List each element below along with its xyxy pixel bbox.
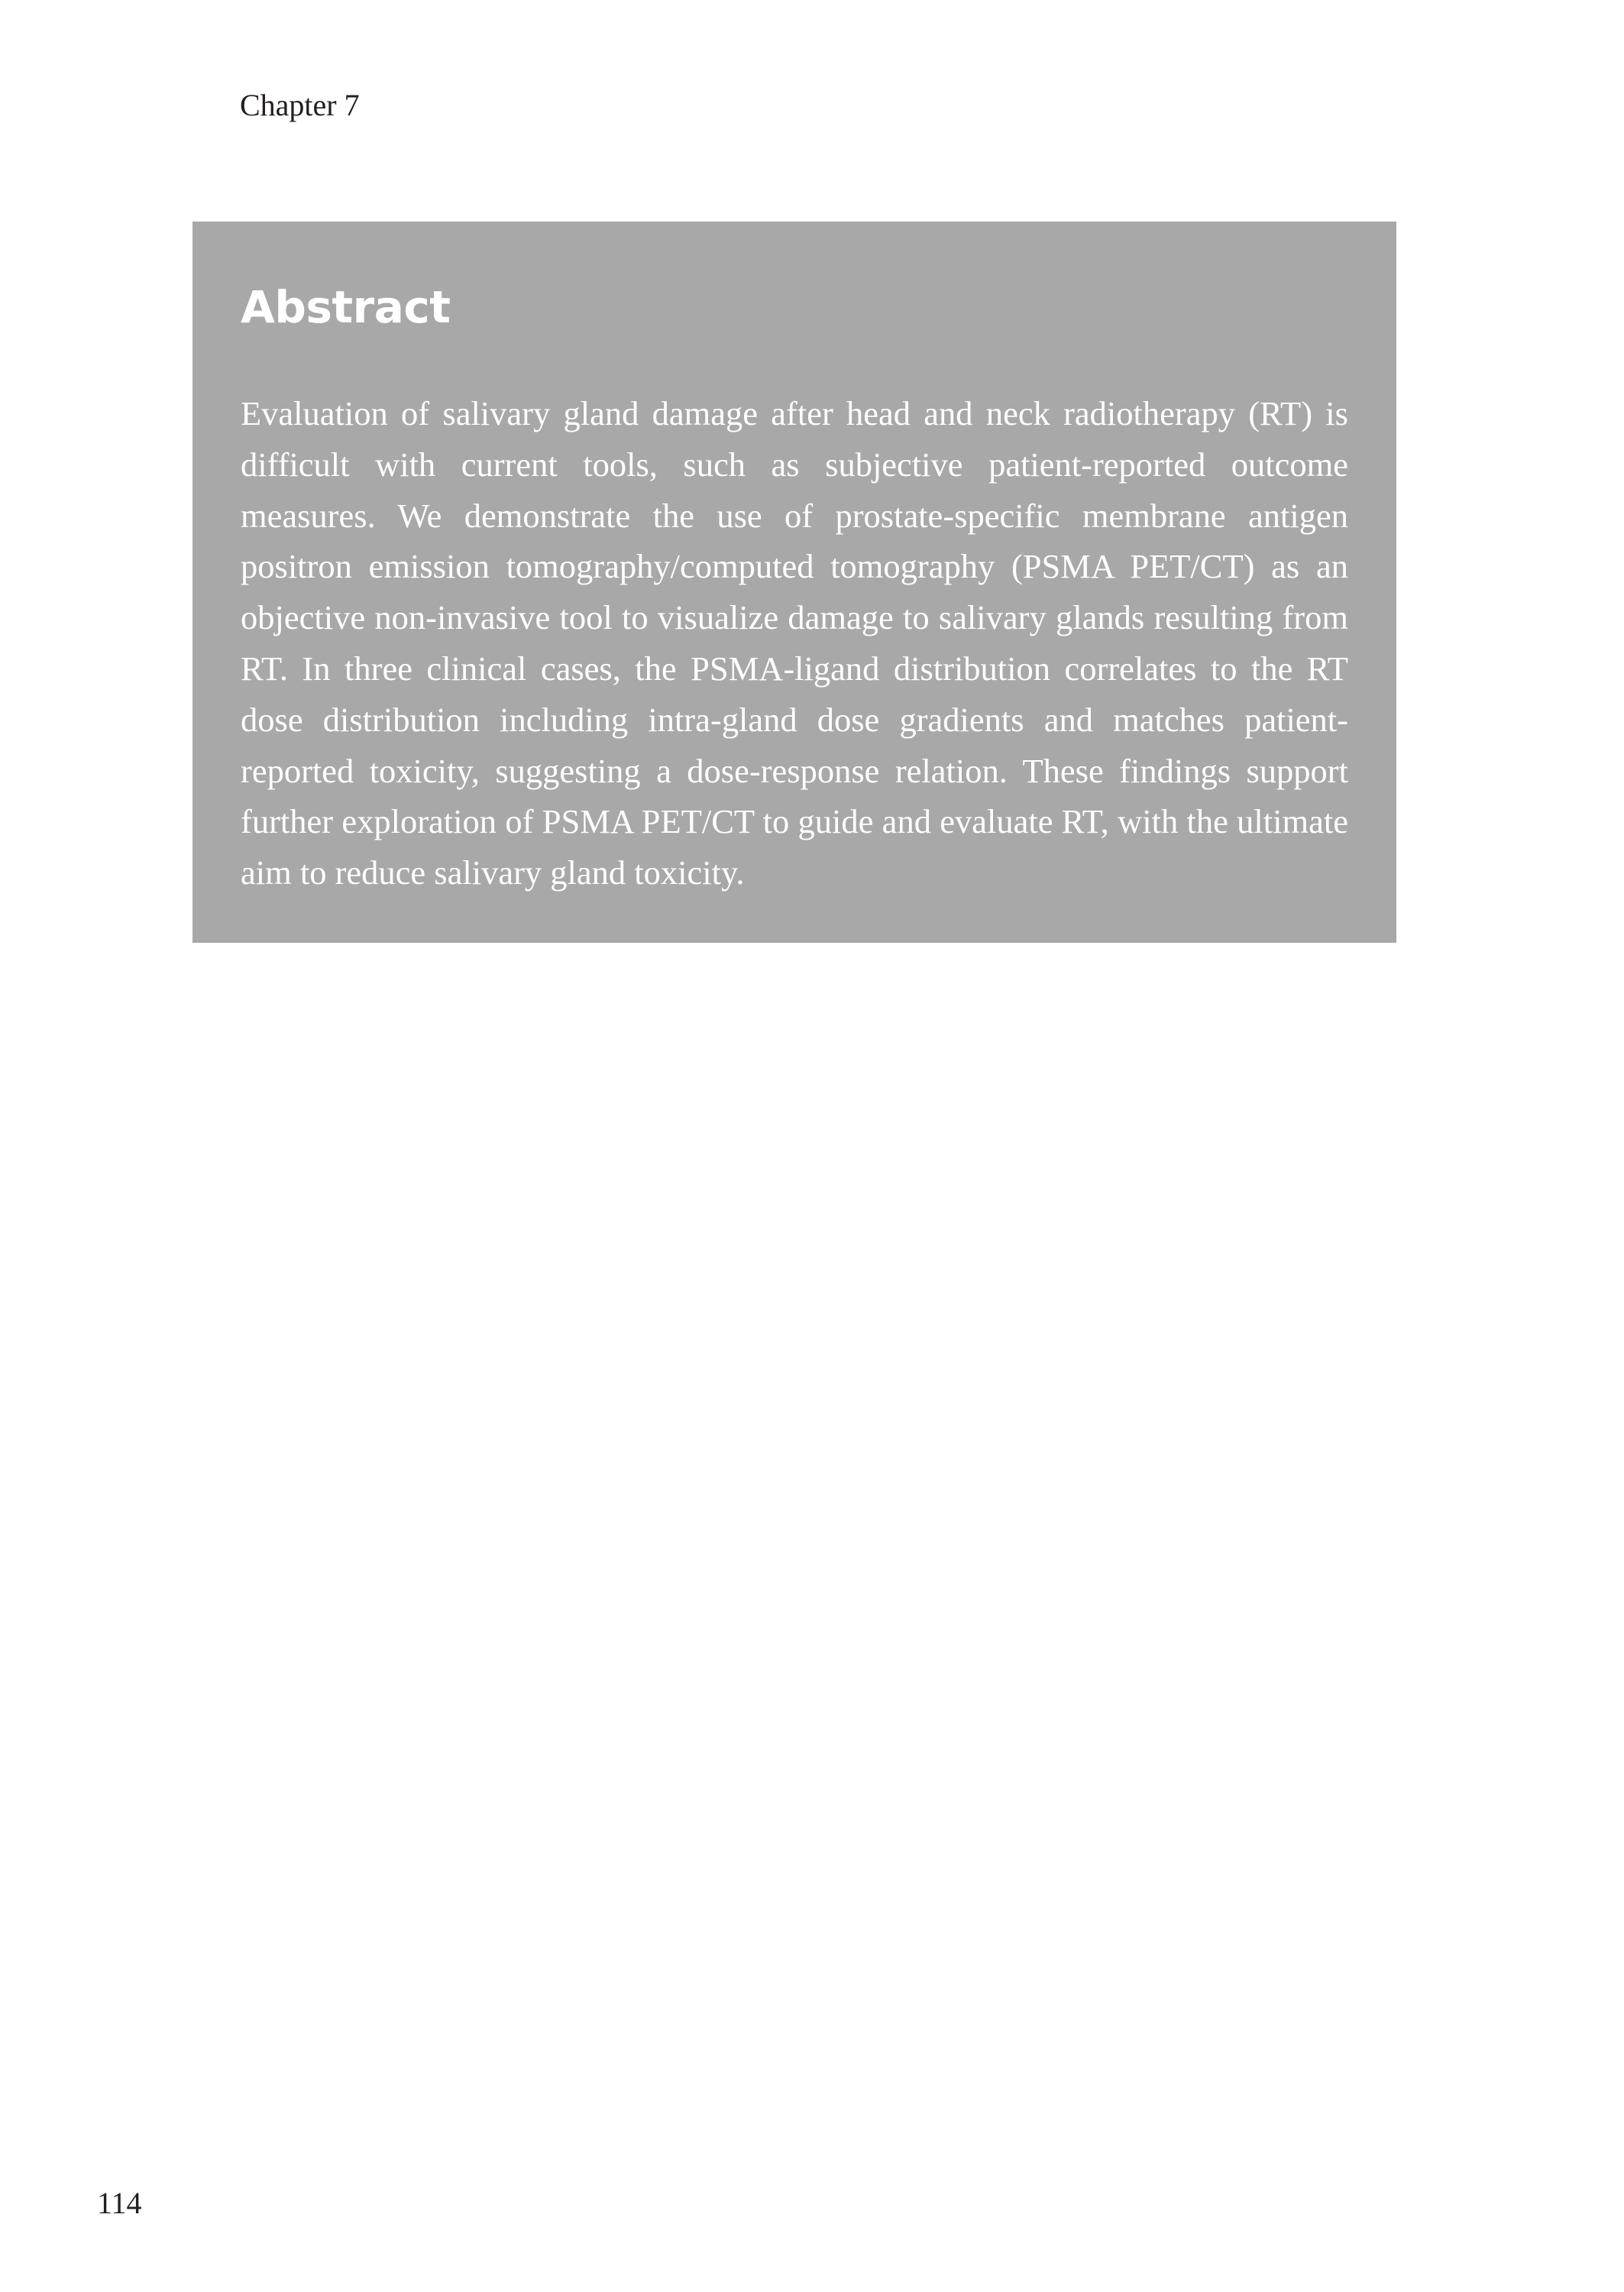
- abstract-heading: Abstract: [241, 281, 451, 333]
- abstract-box: [192, 222, 1396, 943]
- page-number: 114: [97, 2186, 142, 2220]
- running-head: Chapter 7: [240, 88, 360, 122]
- abstract-body: Evaluation of salivary gland damage after head and neck radiotherapy (RT) is difficult with current tools, such as subjective patient-reported outcome measures. We demonstrate the use of prostate-specific membrane antigen positron emission tomography/computed tomography (PSMA PET/CT) as an objective non-invasive tool to visualize damage to salivary glands resulting from RT. In three clinical cases, the PSMA-ligand distribution correlates to the RT dose distribution including intra-gland dose gradients and matches patient-reported toxicity, suggesting a dose-response relation. These findings support further exploration of PSMA PET/CT to guide and evaluate RT, with the ultimate aim to reduce salivary gland toxicity.: [241, 394, 1348, 892]
